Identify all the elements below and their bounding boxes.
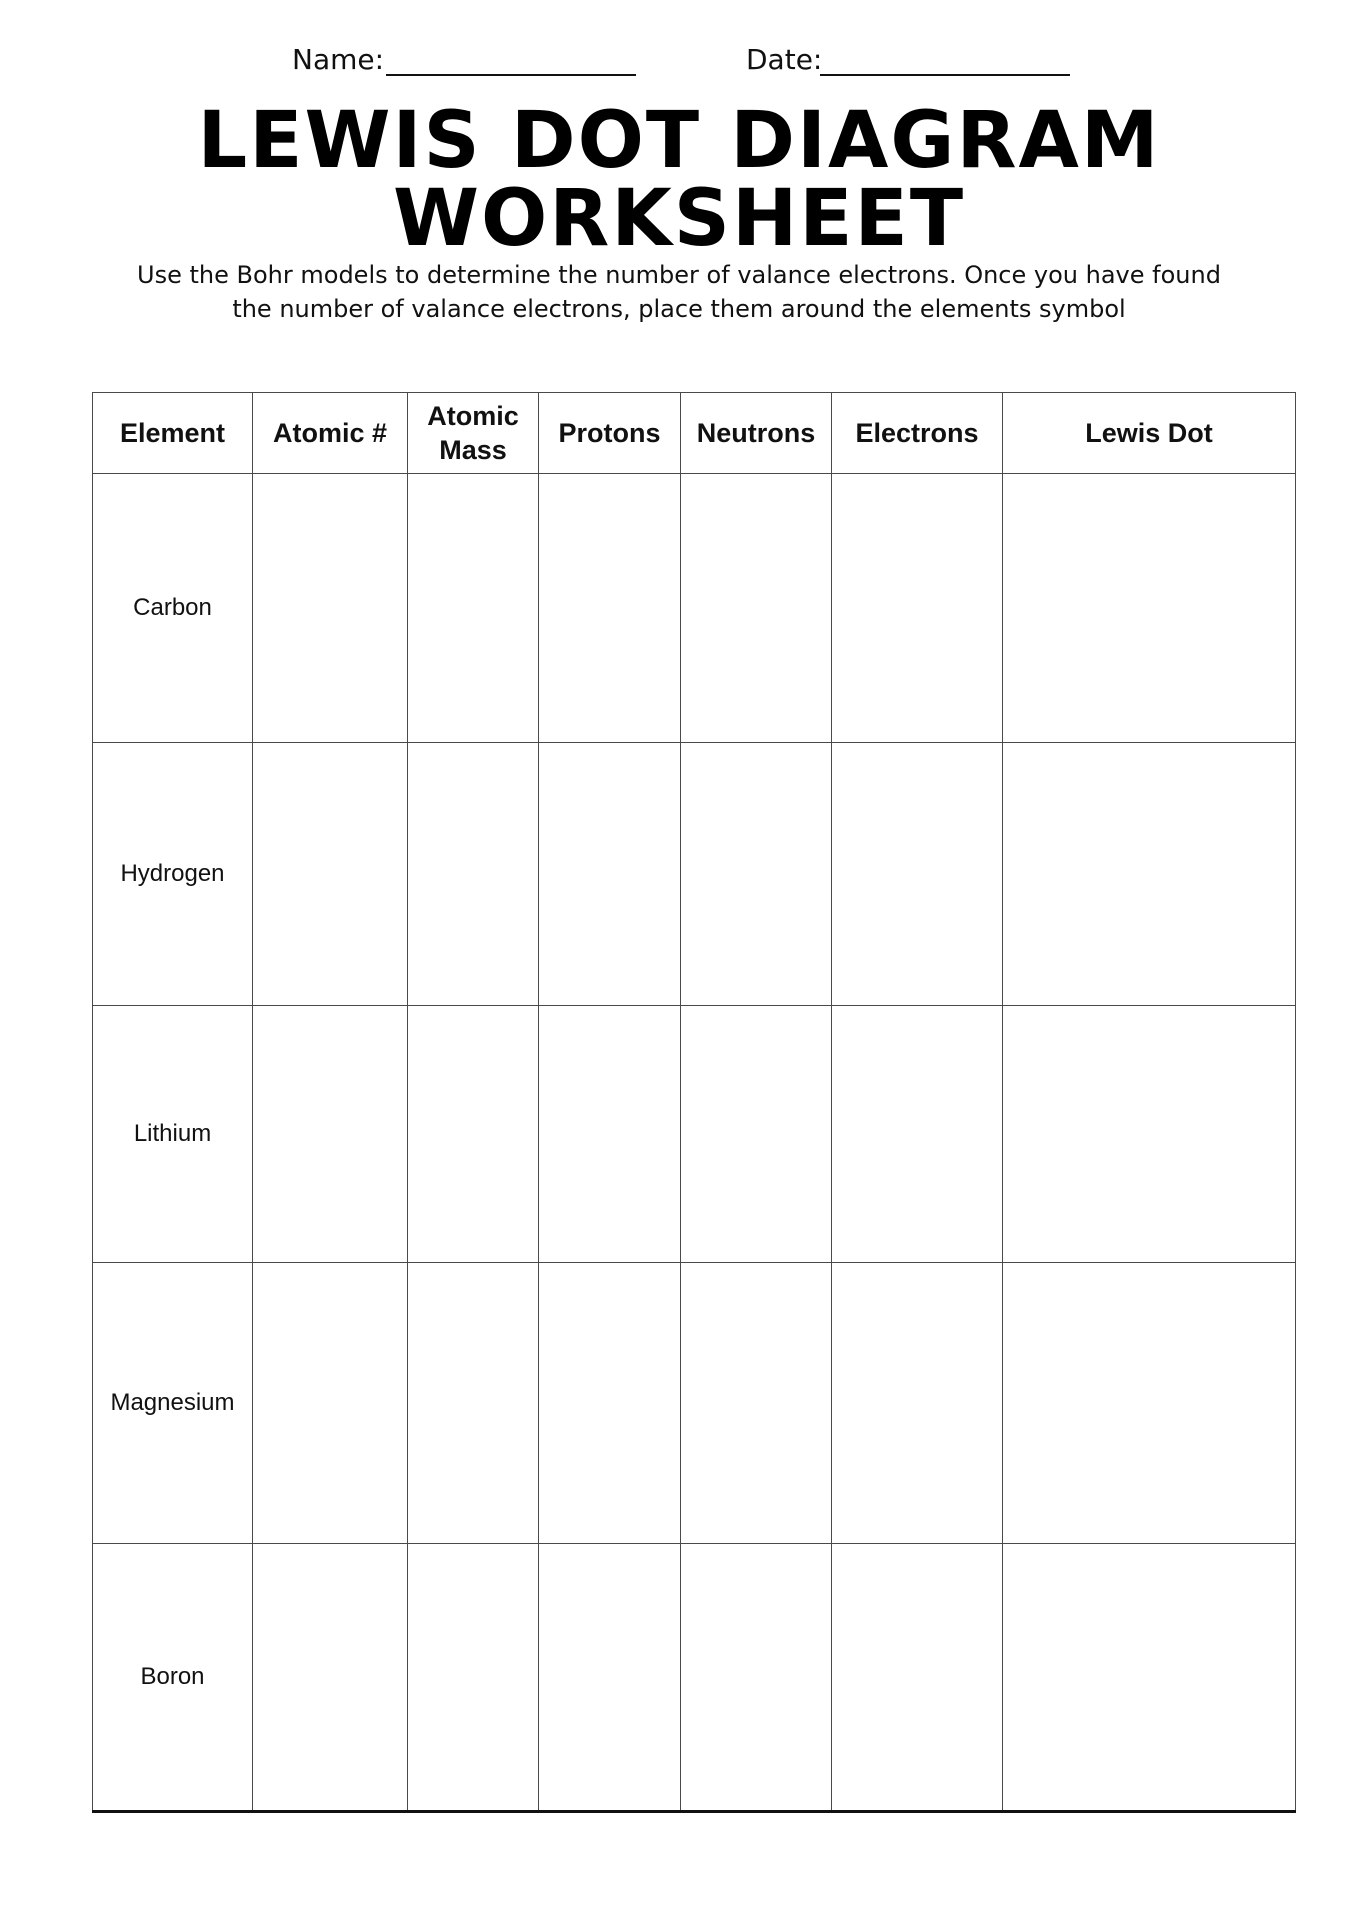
date-field[interactable]: [820, 74, 1070, 76]
lewis-dot-cell[interactable]: [1003, 1263, 1296, 1544]
atomic-mass-cell[interactable]: [408, 743, 539, 1006]
element-name-cell: Hydrogen: [93, 743, 253, 1006]
atomic-number-cell[interactable]: [253, 1544, 408, 1812]
table-row: [93, 1006, 1296, 1263]
lewis-dot-cell[interactable]: [1003, 1544, 1296, 1812]
table-header-row: [93, 393, 1296, 474]
atomic-mass-cell[interactable]: [408, 1263, 539, 1544]
element-table: [92, 392, 1296, 1813]
electrons-cell[interactable]: [832, 1263, 1003, 1544]
element-name-cell: Magnesium: [93, 1263, 253, 1544]
protons-cell[interactable]: [539, 1006, 681, 1263]
column-header-protons: Protons: [539, 393, 681, 474]
neutrons-cell[interactable]: [681, 1263, 832, 1544]
atomic-mass-cell[interactable]: [408, 1006, 539, 1263]
column-header-atomic-mass: Atomic Mass: [408, 393, 539, 474]
column-header-lewis-dot: Lewis Dot: [1003, 393, 1296, 474]
electrons-cell[interactable]: [832, 743, 1003, 1006]
electrons-cell[interactable]: [832, 1006, 1003, 1263]
table-row: [93, 1544, 1296, 1812]
instructions-text: Use the Bohr models to determine the number of valance electrons. Once you have found the number of valance electrons, place them around the elements symbol: [137, 261, 1221, 323]
column-header-electrons: Electrons: [832, 393, 1003, 474]
electrons-cell[interactable]: [832, 474, 1003, 743]
neutrons-cell[interactable]: [681, 1006, 832, 1263]
date-label: Date:: [746, 43, 823, 76]
column-header-neutrons: Neutrons: [681, 393, 832, 474]
atomic-number-cell[interactable]: [253, 743, 408, 1006]
table-row: [93, 1263, 1296, 1544]
atomic-number-cell[interactable]: [253, 474, 408, 743]
atomic-mass-cell[interactable]: [408, 474, 539, 743]
page-title-line-2: WORKSHEET: [392, 174, 966, 264]
protons-cell[interactable]: [539, 1263, 681, 1544]
element-name-cell: Carbon: [93, 474, 253, 743]
neutrons-cell[interactable]: [681, 743, 832, 1006]
atomic-mass-cell[interactable]: [408, 1544, 539, 1812]
name-label: Name:: [292, 43, 385, 76]
table-row: [93, 474, 1296, 743]
column-header-atomic-number: Atomic #: [253, 393, 408, 474]
header-fields: [0, 40, 1358, 90]
page-title-line-1: LEWIS DOT DIAGRAM: [197, 96, 1161, 186]
lewis-dot-cell[interactable]: [1003, 743, 1296, 1006]
protons-cell[interactable]: [539, 1544, 681, 1812]
protons-cell[interactable]: [539, 474, 681, 743]
lewis-dot-cell[interactable]: [1003, 474, 1296, 743]
lewis-dot-cell[interactable]: [1003, 1006, 1296, 1263]
neutrons-cell[interactable]: [681, 1544, 832, 1812]
column-header-element: Element: [93, 393, 253, 474]
neutrons-cell[interactable]: [681, 474, 832, 743]
name-field[interactable]: [386, 74, 636, 76]
atomic-number-cell[interactable]: [253, 1263, 408, 1544]
electrons-cell[interactable]: [832, 1544, 1003, 1812]
element-name-cell: Lithium: [93, 1006, 253, 1263]
element-name-cell: Boron: [93, 1544, 253, 1812]
atomic-number-cell[interactable]: [253, 1006, 408, 1263]
protons-cell[interactable]: [539, 743, 681, 1006]
table-row: [93, 743, 1296, 1006]
